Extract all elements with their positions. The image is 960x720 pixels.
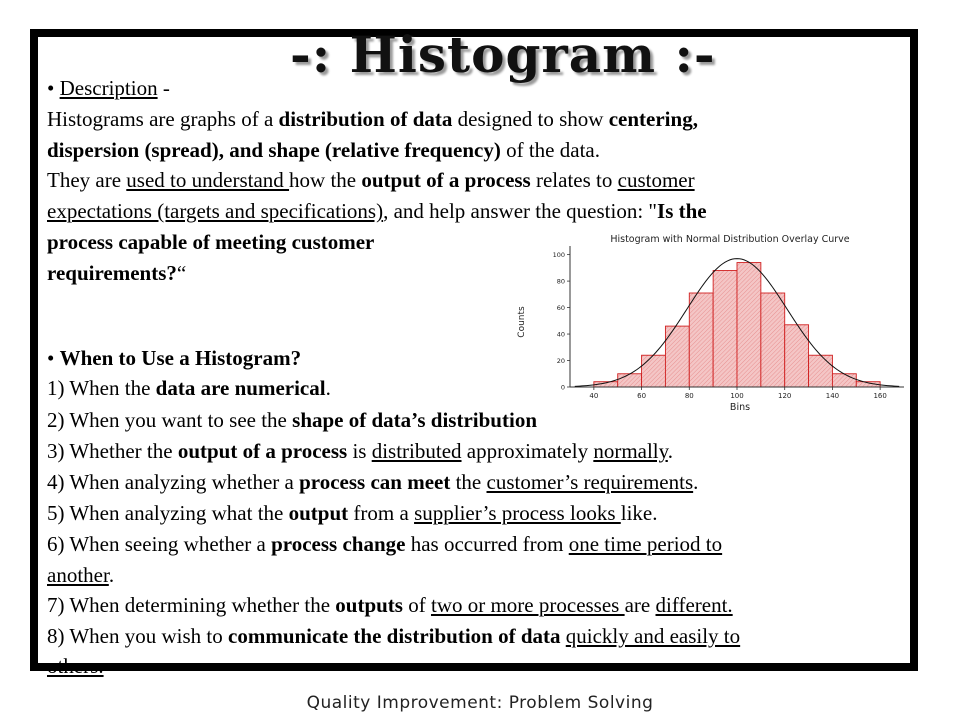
histogram-bar	[737, 263, 761, 387]
when-item-5	[47, 503, 658, 524]
text-bold: output of a process	[177, 439, 348, 463]
text-underlined: expectations (targets and specifications)	[47, 199, 384, 223]
histogram-bar	[689, 293, 713, 387]
description-heading: Description	[59, 76, 158, 100]
histogram-bar	[713, 271, 737, 387]
dash: -	[157, 76, 170, 100]
y-tick-label: 40	[556, 330, 565, 339]
text-underlined: different.	[655, 593, 733, 617]
text: from a	[348, 501, 415, 525]
text-bold: outputs	[335, 593, 403, 617]
y-tick-label: 60	[556, 304, 565, 313]
histogram-bar	[832, 374, 856, 387]
when-item-2	[47, 410, 537, 431]
text: is	[347, 439, 372, 463]
text: are	[624, 593, 656, 617]
y-tick-label: 100	[552, 251, 565, 260]
text-bold: data are numerical	[155, 376, 326, 400]
text: .	[108, 563, 115, 587]
text-bold: shape of data’s distribution	[292, 408, 537, 432]
footer-text: Quality Improvement: Problem Solving	[306, 693, 654, 713]
description-line-1	[47, 109, 698, 130]
text: .	[693, 470, 699, 494]
text-bold: process change	[271, 532, 406, 556]
text: has occurred from	[405, 532, 569, 556]
text: “	[176, 261, 187, 285]
text: 1) When the	[47, 376, 156, 400]
text: .	[667, 439, 674, 463]
x-tick-label: 80	[684, 392, 694, 400]
when-heading: When to Use a Histogram?	[59, 346, 302, 370]
text: of the data.	[500, 138, 600, 162]
histogram-bar	[785, 325, 809, 387]
text: 6) When seeing whether a	[47, 532, 272, 556]
text-bold: output	[288, 501, 349, 525]
when-item-7	[47, 595, 733, 616]
text: 4) When analyzing whether a	[47, 470, 300, 494]
chart-x-axis-label: Bins	[729, 402, 751, 413]
text-underlined: used to understand	[126, 168, 290, 192]
page-title: -: Histogram :-	[290, 25, 716, 84]
histogram-chart	[512, 232, 912, 414]
when-item-8	[47, 626, 740, 647]
bullet: •	[47, 346, 55, 370]
text: of	[402, 593, 431, 617]
bullet: •	[47, 76, 55, 100]
text-underlined: customer’s requirements	[486, 470, 694, 494]
when-item-6-cont	[47, 565, 114, 586]
when-item-3	[47, 441, 673, 462]
x-tick-label: 160	[873, 392, 887, 400]
x-tick-label: 140	[825, 392, 840, 400]
text-underlined: two or more processes	[430, 593, 625, 617]
chart-title: Histogram with Normal Distribution Overlay Curve	[610, 234, 850, 245]
text-underlined: distributed	[371, 439, 462, 463]
text: , and help answer the question: "	[383, 199, 658, 223]
histogram-svg	[512, 232, 912, 414]
when-heading-line	[47, 348, 301, 369]
text-underlined: supplier’s process looks	[414, 501, 621, 525]
text-underlined: another	[47, 563, 109, 587]
text: relates to	[530, 168, 618, 192]
y-tick-label: 0	[560, 383, 565, 392]
text: designed to show	[452, 107, 609, 131]
text-bold: distribution of data	[278, 107, 453, 131]
text: 3) Whether the	[47, 439, 178, 463]
text: 7) When determining whether the	[47, 593, 336, 617]
text-bold: requirements?	[47, 261, 177, 285]
histogram-bar	[761, 293, 785, 387]
text: .	[325, 376, 331, 400]
text: They are	[47, 168, 127, 192]
chart-y-axis-label: Counts	[517, 306, 527, 338]
text: how the	[289, 168, 362, 192]
description-line-3	[47, 170, 695, 191]
text: like.	[620, 501, 658, 525]
text-underlined: others.	[47, 654, 104, 678]
description-line-2	[47, 140, 600, 161]
text-underlined: customer	[617, 168, 695, 192]
text: 2) When you want to see the	[47, 408, 293, 432]
text: 5) When analyzing what the	[47, 501, 289, 525]
text: approximately	[461, 439, 594, 463]
x-tick-label: 60	[637, 392, 647, 400]
text-bold: output of a process	[361, 168, 531, 192]
description-heading-line	[47, 78, 170, 99]
y-tick-label: 80	[556, 277, 565, 286]
text-underlined: normally	[593, 439, 668, 463]
text-bold: communicate the distribution of data	[228, 624, 561, 648]
text-underlined: quickly and easily to	[565, 624, 741, 648]
when-item-6	[47, 534, 722, 555]
histogram-bar	[642, 355, 666, 387]
text-bold: dispersion (spread), and shape (relative frequency)	[47, 138, 501, 162]
y-tick-label: 20	[556, 357, 565, 366]
text-bold: process can meet	[299, 470, 451, 494]
text: 8) When you wish to	[47, 624, 229, 648]
x-tick-label: 40	[589, 392, 599, 400]
description-line-4	[47, 201, 707, 222]
histogram-bar	[809, 355, 833, 387]
text: Histograms are graphs of a	[47, 107, 279, 131]
text: the	[450, 470, 487, 494]
text-underlined: one time period to	[568, 532, 723, 556]
description-line-6	[47, 263, 186, 284]
text-bold: process capable of meeting customer	[47, 230, 375, 254]
when-item-1	[47, 378, 331, 399]
when-item-4	[47, 472, 698, 493]
plot-area	[553, 246, 904, 400]
text-bold: Is the	[657, 199, 707, 223]
x-tick-label: 120	[778, 392, 792, 400]
histogram-bar	[618, 374, 642, 387]
description-line-5	[47, 232, 374, 253]
when-item-8-cont	[47, 656, 104, 677]
x-tick-label: 100	[730, 392, 744, 400]
text-bold: centering,	[608, 107, 698, 131]
